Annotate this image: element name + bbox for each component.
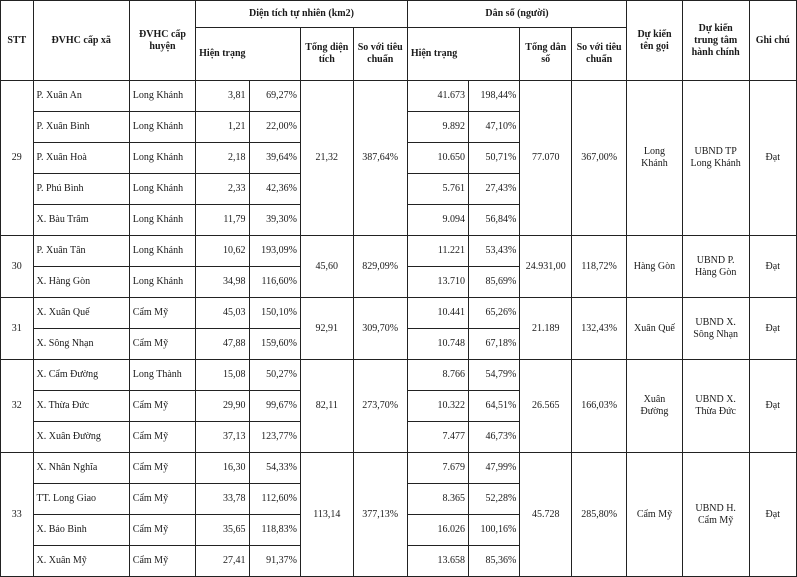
ds-pct-cell: 85,69% <box>468 267 519 298</box>
dt-pct-cell: 112,60% <box>249 484 300 515</box>
dt-tc-cell: 377,13% <box>353 453 407 577</box>
ds-pct-cell: 27,43% <box>468 174 519 205</box>
dt-cell: 35,65 <box>196 515 249 546</box>
ds-cell: 5.761 <box>407 174 468 205</box>
ds-pct-cell: 198,44% <box>468 81 519 112</box>
xa-cell: X. Xuân Quế <box>33 298 129 329</box>
huyen-cell: Long Khánh <box>129 112 195 143</box>
ds-pct-cell: 65,26% <box>468 298 519 329</box>
tong-ds-cell: 45.728 <box>520 453 572 577</box>
dt-tc-cell: 273,70% <box>353 360 407 453</box>
ds-tc-cell: 118,72% <box>572 236 627 298</box>
xa-cell: X. Cẩm Đường <box>33 360 129 391</box>
xa-cell: X. Xuân Mỹ <box>33 546 129 577</box>
header-ghi-chu: Ghi chú <box>749 1 796 81</box>
ds-pct-cell: 85,36% <box>468 546 519 577</box>
stt-cell: 30 <box>1 236 34 298</box>
ds-tc-cell: 132,43% <box>572 298 627 360</box>
header-stt: STT <box>1 1 34 81</box>
dt-pct-cell: 50,27% <box>249 360 300 391</box>
dt-cell: 15,08 <box>196 360 249 391</box>
tong-ds-cell: 77.070 <box>520 81 572 236</box>
ds-cell: 11.221 <box>407 236 468 267</box>
table-row <box>1 360 797 391</box>
ds-cell: 10.441 <box>407 298 468 329</box>
tong-ds-cell: 26.565 <box>520 360 572 453</box>
ds-cell: 10.322 <box>407 391 468 422</box>
ds-cell: 8.365 <box>407 484 468 515</box>
dt-cell: 45,03 <box>196 298 249 329</box>
header-dien-tich: Diện tích tự nhiên (km2) <box>196 1 408 28</box>
dt-cell: 16,30 <box>196 453 249 484</box>
dt-pct-cell: 91,37% <box>249 546 300 577</box>
header-dt-so-voi-tc: So với tiêu chuẩn <box>353 28 407 81</box>
dt-pct-cell: 42,36% <box>249 174 300 205</box>
dt-tc-cell: 387,64% <box>353 81 407 236</box>
xa-cell: X. Bàu Trâm <box>33 205 129 236</box>
xa-cell: P. Xuân Bình <box>33 112 129 143</box>
dt-pct-cell: 99,67% <box>249 391 300 422</box>
ten-cell: Cẩm Mỹ <box>627 453 683 577</box>
huyen-cell: Long Khánh <box>129 174 195 205</box>
trung-tam-cell: UBND X. Thừa Đức <box>682 360 749 453</box>
header-huyen: ĐVHC cấp huyện <box>129 1 195 81</box>
dt-tc-cell: 309,70% <box>353 298 407 360</box>
dt-cell: 29,90 <box>196 391 249 422</box>
tong-dt-cell: 113,14 <box>300 453 353 577</box>
header-du-kien-ten: Dự kiến tên gọi <box>627 1 683 81</box>
tong-dt-cell: 82,11 <box>300 360 353 453</box>
xa-cell: TT. Long Giao <box>33 484 129 515</box>
ds-pct-cell: 46,73% <box>468 422 519 453</box>
dt-cell: 3,81 <box>196 81 249 112</box>
trung-tam-cell: UBND H. Cẩm Mỹ <box>682 453 749 577</box>
xa-cell: P. Phú Bình <box>33 174 129 205</box>
dt-pct-cell: 159,60% <box>249 329 300 360</box>
ten-cell: Xuân Đường <box>627 360 683 453</box>
huyen-cell: Long Khánh <box>129 267 195 298</box>
ghi-chu-cell: Đạt <box>749 298 796 360</box>
ds-pct-cell: 100,16% <box>468 515 519 546</box>
ds-pct-cell: 53,43% <box>468 236 519 267</box>
table-row <box>1 298 797 329</box>
dt-cell: 1,21 <box>196 112 249 143</box>
table-row <box>1 236 797 267</box>
ten-cell: Xuân Quế <box>627 298 683 360</box>
huyen-cell: Cẩm Mỹ <box>129 329 195 360</box>
xa-cell: X. Nhân Nghĩa <box>33 453 129 484</box>
dt-pct-cell: 116,60% <box>249 267 300 298</box>
ghi-chu-cell: Đạt <box>749 360 796 453</box>
stt-cell: 33 <box>1 453 34 577</box>
huyen-cell: Long Khánh <box>129 143 195 174</box>
ds-pct-cell: 47,99% <box>468 453 519 484</box>
stt-cell: 32 <box>1 360 34 453</box>
dt-pct-cell: 123,77% <box>249 422 300 453</box>
huyen-cell: Long Khánh <box>129 81 195 112</box>
dt-cell: 47,88 <box>196 329 249 360</box>
header-tong-dien-tich: Tổng diện tích <box>300 28 353 81</box>
ghi-chu-cell: Đạt <box>749 236 796 298</box>
ds-pct-cell: 54,79% <box>468 360 519 391</box>
tong-ds-cell: 21.189 <box>520 298 572 360</box>
xa-cell: X. Xuân Đường <box>33 422 129 453</box>
dt-pct-cell: 118,83% <box>249 515 300 546</box>
header-tong-dan-so: Tổng dân số <box>520 28 572 81</box>
dt-pct-cell: 39,30% <box>249 205 300 236</box>
header-xa: ĐVHC cấp xã <box>33 1 129 81</box>
ghi-chu-cell: Đạt <box>749 81 796 236</box>
huyen-cell: Cẩm Mỹ <box>129 484 195 515</box>
dt-pct-cell: 22,00% <box>249 112 300 143</box>
xa-cell: X. Bảo Bình <box>33 515 129 546</box>
trung-tam-cell: UBND TP Long Khánh <box>682 81 749 236</box>
header-ds-hien-trang: Hiện trạng <box>407 28 520 81</box>
ds-tc-cell: 285,80% <box>572 453 627 577</box>
dt-tc-cell: 829,09% <box>353 236 407 298</box>
huyen-cell: Long Khánh <box>129 205 195 236</box>
table-row <box>1 453 797 484</box>
table-row <box>1 81 797 112</box>
tong-dt-cell: 92,91 <box>300 298 353 360</box>
dt-cell: 34,98 <box>196 267 249 298</box>
dt-cell: 2,18 <box>196 143 249 174</box>
dt-cell: 27,41 <box>196 546 249 577</box>
dt-pct-cell: 39,64% <box>249 143 300 174</box>
ds-tc-cell: 166,03% <box>572 360 627 453</box>
trung-tam-cell: UBND X. Sông Nhạn <box>682 298 749 360</box>
huyen-cell: Cẩm Mỹ <box>129 453 195 484</box>
dt-pct-cell: 54,33% <box>249 453 300 484</box>
ds-cell: 10.650 <box>407 143 468 174</box>
header-dt-hien-trang: Hiện trạng <box>196 28 301 81</box>
huyen-cell: Cẩm Mỹ <box>129 546 195 577</box>
xa-cell: P. Xuân Hoà <box>33 143 129 174</box>
xa-cell: P. Xuân An <box>33 81 129 112</box>
huyen-cell: Cẩm Mỹ <box>129 298 195 329</box>
ds-pct-cell: 50,71% <box>468 143 519 174</box>
ds-pct-cell: 52,28% <box>468 484 519 515</box>
huyen-cell: Long Thành <box>129 360 195 391</box>
tong-ds-cell: 24.931,00 <box>520 236 572 298</box>
ds-tc-cell: 367,00% <box>572 81 627 236</box>
header-ds-so-voi-tc: So với tiêu chuẩn <box>572 28 627 81</box>
dt-cell: 37,13 <box>196 422 249 453</box>
tong-dt-cell: 21,32 <box>300 81 353 236</box>
xa-cell: X. Sông Nhạn <box>33 329 129 360</box>
dt-pct-cell: 150,10% <box>249 298 300 329</box>
ds-cell: 9.094 <box>407 205 468 236</box>
ghi-chu-cell: Đạt <box>749 453 796 577</box>
ds-cell: 9.892 <box>407 112 468 143</box>
xa-cell: P. Xuân Tân <box>33 236 129 267</box>
ds-cell: 7.477 <box>407 422 468 453</box>
huyen-cell: Cẩm Mỹ <box>129 391 195 422</box>
xa-cell: X. Hàng Gòn <box>33 267 129 298</box>
dt-cell: 2,33 <box>196 174 249 205</box>
ds-cell: 10.748 <box>407 329 468 360</box>
header-du-kien-trung-tam: Dự kiến trung tâm hành chính <box>682 1 749 81</box>
ds-cell: 16.026 <box>407 515 468 546</box>
ds-cell: 13.658 <box>407 546 468 577</box>
dt-pct-cell: 69,27% <box>249 81 300 112</box>
stt-cell: 31 <box>1 298 34 360</box>
header-dan-so: Dân số (người) <box>407 1 626 28</box>
ten-cell: Long Khánh <box>627 81 683 236</box>
ten-cell: Hàng Gòn <box>627 236 683 298</box>
ds-cell: 8.766 <box>407 360 468 391</box>
huyen-cell: Cẩm Mỹ <box>129 422 195 453</box>
ds-pct-cell: 47,10% <box>468 112 519 143</box>
ds-pct-cell: 67,18% <box>468 329 519 360</box>
ds-pct-cell: 56,84% <box>468 205 519 236</box>
xa-cell: X. Thừa Đức <box>33 391 129 422</box>
dt-pct-cell: 193,09% <box>249 236 300 267</box>
ds-cell: 13.710 <box>407 267 468 298</box>
stt-cell: 29 <box>1 81 34 236</box>
ds-cell: 41.673 <box>407 81 468 112</box>
dt-cell: 10,62 <box>196 236 249 267</box>
dt-cell: 33,78 <box>196 484 249 515</box>
dt-cell: 11,79 <box>196 205 249 236</box>
huyen-cell: Cẩm Mỹ <box>129 515 195 546</box>
tong-dt-cell: 45,60 <box>300 236 353 298</box>
ds-cell: 7.679 <box>407 453 468 484</box>
huyen-cell: Long Khánh <box>129 236 195 267</box>
ds-pct-cell: 64,51% <box>468 391 519 422</box>
trung-tam-cell: UBND P. Hàng Gòn <box>682 236 749 298</box>
